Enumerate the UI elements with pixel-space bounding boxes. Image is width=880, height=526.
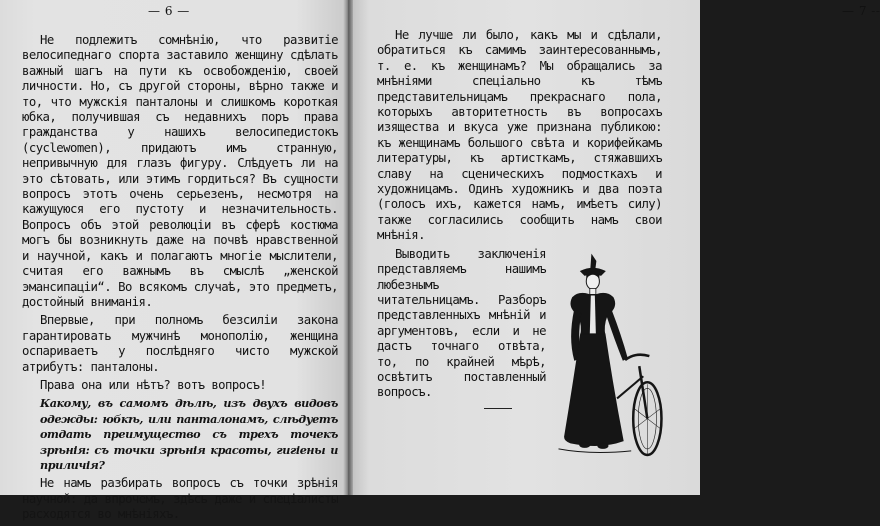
left-page	[0, 0, 348, 522]
page-number-left: — 6 —	[148, 4, 190, 18]
paragraph-intro: Не подлежитъ сомнѣнію, что развитіе велосипеднаго спорта заставило женщину сдѣлать важный шагъ на пути къ освобожденію, своей личности. Но, съ другой стороны, вѣрно также и то, что мужскія панталоны и слишкомъ короткая юбка, получившая съ недавнихъ поръ права гражданства у нашихъ велосипедистокъ (cyclewomen), придаютъ имъ странную, непривычную для глазъ фигуру. Слѣдуетъ ли на это сѣтовать, или этимъ гордиться? Въ сущности вопросъ этотъ очень серьезенъ, несмотря на кажущуюся его пустоту и незначительность. Вопросъ объ этой революціи въ сферѣ костюма могъ бы возникнуть даже на почвѣ нравственной и научной, какъ и полагаютъ многіе мыслители, считая его важнымъ въ смыслѣ „женской эмансипаціи“. Во всякомъ случаѣ, это предметъ, достойный вниманія.	[22, 33, 338, 309]
paragraph-closing: Не намъ разбирать вопросъ съ точки зрѣнія научной: да впрочемъ, здѣсь даже и спеціалисты расходятся во мнѣніяхъ.	[22, 476, 338, 522]
paragraph-italic-question: Какому, въ самомъ дѣлѣ, изъ двухъ видовъ одежды: юбкѣ, или панталонамъ, слѣдуетъ отдать преимущество съ трехъ точекъ зрѣнія: съ точки зрѣнія красоты, гигіены и приличія?	[40, 396, 338, 472]
paragraph-first-time: Впервые, при полномъ безсиліи закона гарантировать мужчинѣ монополію, женщина оспариваетъ у послѣдняго чисто мужской атрибутъ: панталоны.	[22, 313, 338, 374]
book-gutter	[343, 0, 353, 495]
page-number-right: — 7 --	[842, 4, 880, 18]
right-page-body	[377, 28, 662, 459]
end-rule-divider	[484, 408, 512, 409]
paragraph-conclusions: Выводить заключенія представляемъ нашимъ любезнымъ читательницамъ. Разборъ представленныхъ мнѣній и аргументовъ, если и не дастъ точнаго отвѣта, то, по крайней мѣрѣ, освѣтитъ поставленный вопросъ.	[377, 246, 546, 400]
paragraph-question: Права она или нѣтъ? вотъ вопросъ!	[40, 377, 267, 392]
woman-with-bicycle-illustration-icon	[550, 247, 672, 459]
paragraph-ask-women: Не лучше ли было, какъ мы и сдѣлали, обратиться къ самимъ заинтересованнымъ, т. е. къ женщинамъ? Мы обращались за мнѣніями спеціально къ тѣмъ представительницамъ прекраснаго пола, которыхъ авторитетность въ вопросахъ изящества и вкуса уже признана публикою: къ женщинамъ большого свѣта и корифейкамъ литературы, къ артисткамъ, стяжавшихъ славу на сценическихъ подмосткахъ и художницамъ. Одинъ художникъ и два поэта (голосъ ихъ, кажется намъ, имѣетъ силу) также согласились сообщить намъ свои мнѣнія.	[377, 28, 662, 243]
left-page-body	[22, 33, 338, 526]
